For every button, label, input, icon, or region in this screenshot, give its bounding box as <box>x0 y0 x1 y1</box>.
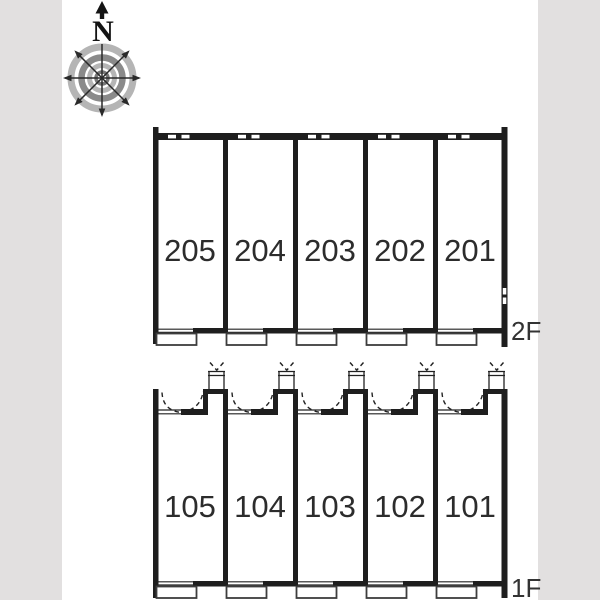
floor-plan-1f <box>153 363 541 600</box>
unit-label-104: 104 <box>234 489 286 524</box>
floor-label-1f: 1F <box>511 573 542 600</box>
unit-label-205: 205 <box>164 233 216 268</box>
unit-label-105: 105 <box>164 489 216 524</box>
floor-plan-2f <box>153 127 541 347</box>
window-marks-2f <box>168 135 506 304</box>
unit-label-204: 204 <box>234 233 286 268</box>
compass-north-label: N <box>92 15 114 48</box>
unit-label-102: 102 <box>374 489 426 524</box>
terraces-1f <box>157 581 508 598</box>
unit-label-202: 202 <box>374 233 426 268</box>
floor-label-2f: 2F <box>511 316 542 346</box>
unit-label-101: 101 <box>444 489 496 524</box>
unit-label-203: 203 <box>304 233 356 268</box>
compass-spokes <box>65 44 139 115</box>
balconies-2f <box>157 328 508 345</box>
compass-rose-icon <box>65 1 139 115</box>
entries-1f <box>158 363 508 416</box>
unit-label-103: 103 <box>304 489 356 524</box>
unit-label-201: 201 <box>444 233 496 268</box>
